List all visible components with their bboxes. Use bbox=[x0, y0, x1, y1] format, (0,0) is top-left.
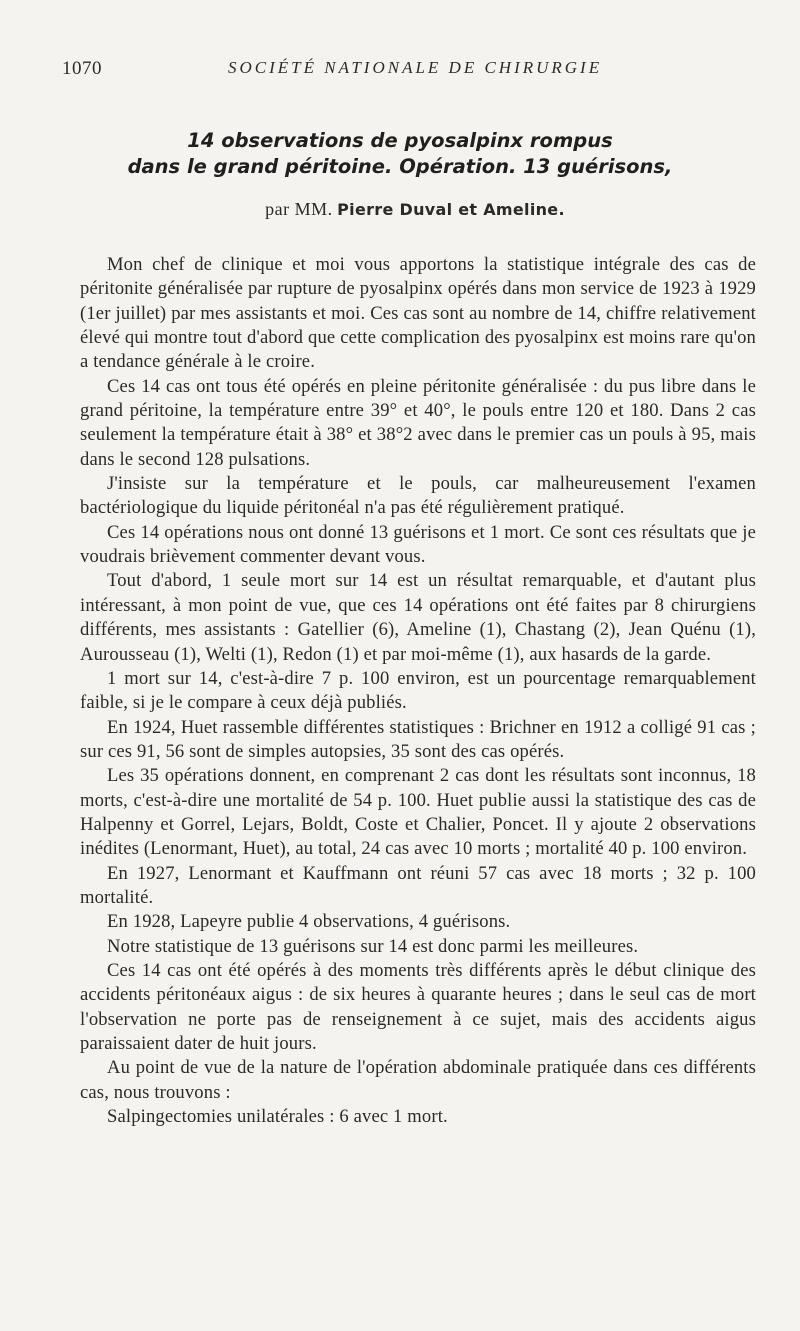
paragraph: Les 35 opérations donnent, en comprenant 2 cas dont les résultats sont inconnus, 18 morts, c'est-à-dire une mortalité de 54 p. 100. Huet publie aussi la statistique des cas de Halpenny et Gorrel, Lejars, Boldt, Coste et Chalier, Poncet. Il y ajoute 2 observations inédites (Lenormant, Huet), au total, 24 cas avec 10 morts ; mortalité 40 p. 100 environ. bbox=[80, 765, 756, 860]
paragraph: Tout d'abord, 1 seule mort sur 14 est un résultat remarquable, et d'autant plus intéressant, à mon point de vue, que ces 14 opérations ont été faites par 8 chirurgiens différents, mes assistants : Gatellier (6), Ameline (1), Chastang (2), Jean Quénu (1), Aurousseau (1), Welti (1), Redon (1) et par moi-même (1), aux hasards de la garde. bbox=[80, 570, 756, 665]
running-head: SOCIÉTÉ NATIONALE DE CHIRURGIE bbox=[228, 58, 603, 77]
author-prefix: par MM. bbox=[265, 199, 333, 219]
running-header bbox=[0, 58, 800, 84]
paragraph: J'insiste sur la température et le pouls, car malheureusement l'examen bactériologique du liquide péritonéal n'a pas été régulièrement pratiqué. bbox=[80, 473, 756, 519]
paragraph: 1 mort sur 14, c'est-à-dire 7 p. 100 environ, est un pourcentage remarquablement faible, si je le compare à ceux déjà publiés. bbox=[80, 667, 756, 714]
paragraph: Ces 14 cas ont été opérés à des moments très différents après le début clinique des accidents péritonéaux aigus : de six heures à quarante heures ; dans le seul cas de mort l'observation ne porte pas de renseignement à ce sujet, mais des accidents aigus paraissaient dater de huit jours. bbox=[80, 959, 756, 1054]
article-title bbox=[0, 128, 800, 180]
title-line-2: dans le grand péritoine. Opération. 13 guérisons, bbox=[127, 155, 673, 178]
title-line-1: 14 observations de pyosalpinx rompus bbox=[187, 129, 613, 152]
page-number: 1070 bbox=[62, 58, 102, 79]
paragraph: Mon chef de clinique et moi vous apportons la statistique intégrale des cas de péritonite généralisée par rupture de pyosalpinx opérés dans mon service de 1923 à 1929 (1er juillet) par mes assistants et moi. Ces cas sont au nombre de 14, chiffre relativement élevé qui montre tout d'abord que cette complication des pyosalpinx est moins rare qu'on a tendance générale à le croire. bbox=[80, 254, 756, 373]
paragraph: Au point de vue de la nature de l'opération abdominale pratiquée dans ces différents cas, nous trouvons : bbox=[80, 1057, 756, 1103]
paragraph: En 1924, Huet rassemble différentes statistiques : Brichner en 1912 a colligé 91 cas ; sur ces 91, 56 sont de simples autopsies, 35 sont des cas opérés. bbox=[80, 716, 756, 762]
paragraph: Salpingectomies unilatérales : 6 avec 1 mort. bbox=[107, 1106, 448, 1128]
paragraph: Notre statistique de 13 guérisons sur 14 est donc parmi les meilleures. bbox=[107, 935, 639, 957]
author-line bbox=[0, 199, 800, 220]
paragraph: Ces 14 cas ont tous été opérés en pleine péritonite généralisée : du pus libre dans le grand péritoine, la température entre 39° et 40°, le pouls entre 120 et 180. Dans 2 cas seulement la température était à 38° et 38°2 avec dans le premier cas un pouls à 95, mais dans le second 128 pulsations. bbox=[80, 375, 756, 470]
paragraph: En 1927, Lenormant et Kauffmann ont réuni 57 cas avec 18 morts ; 32 p. 100 mortalité. bbox=[80, 862, 756, 908]
paragraph: En 1928, Lapeyre publie 4 observations, 4 guérisons. bbox=[107, 911, 511, 933]
paragraph: Ces 14 opérations nous ont donné 13 guérisons et 1 mort. Ce sont ces résultats que je voudrais brièvement commenter devant vous. bbox=[80, 521, 756, 568]
article-body bbox=[80, 253, 756, 1129]
author-names: Pierre Duval et Ameline. bbox=[337, 200, 565, 219]
